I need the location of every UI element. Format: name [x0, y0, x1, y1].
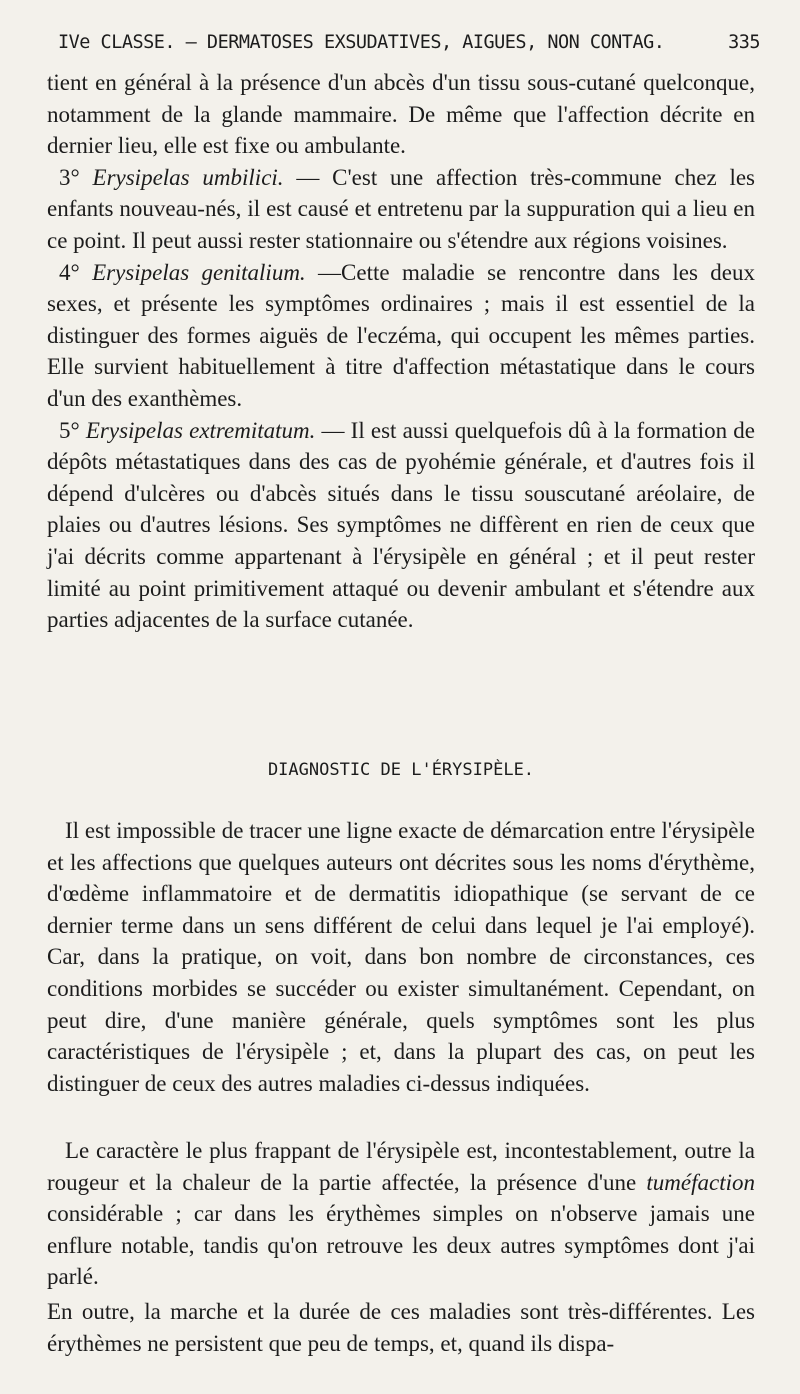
emphasis-word: tuméfaction: [646, 1169, 755, 1195]
page-number: 335: [728, 32, 760, 53]
text-before: Le caractère le plus frappant de l'érysipèle est, incontestablement, outre la rougeur et la chaleur de la partie affectée, la présence d'une: [47, 1138, 755, 1195]
running-title: IVe CLASSE. — DERMATOSES EXSUDATIVES, AIGUES, NON CONTAG.: [58, 32, 665, 53]
continuation-paragraph: tient en général à la présence d'un abcès d'un tissu sous-cutané quelconque, notamment de la glande mammaire. De même que l'affection décrite en dernier lieu, elle est fixe ou ambulante.: [47, 70, 755, 159]
section-extremitatum: [47, 415, 755, 636]
paragraph-text: En outre, la marche et la durée de ces maladies sont très-différentes. Les érythèmes ne persistent que peu de temps, et, quand ils dispa-: [47, 1299, 755, 1356]
diagnostic-paragraph-1: [47, 815, 755, 1099]
section-umbilici: [47, 162, 755, 257]
section-title: Erysipelas umbilici.: [92, 164, 284, 190]
section-text: — C'est une affection très-commune chez les enfants nouveau-nés, il est causé et entretenu par la suppuration qui a lieu en ce point. Il peut aussi rester stationnaire ou s'étendre aux régions voisines.: [47, 164, 756, 253]
erysipelas-varieties: [47, 67, 755, 636]
paragraph-text: [47, 1135, 755, 1293]
section-text: —Cette maladie se rencontre dans les deux sexes, et présente les symptômes ordinaires ; mais il est essentiel de la distinguer des formes aiguës de l'eczéma, qui occupent les mêmes parties. Elle survient habituellement à titre d'affection métastatique dans le cours d'un des exanthèmes.: [47, 259, 756, 411]
section-number: 5°: [59, 417, 80, 443]
section-genitalium: [47, 257, 755, 415]
section-heading: DIAGNOSTIC DE L'ÉRYSIPÈLE.: [267, 760, 535, 780]
section-title: Erysipelas genitalium.: [92, 259, 306, 285]
section-title: Erysipelas extremitatum.: [85, 417, 316, 443]
running-header: [58, 32, 760, 62]
section-text: — Il est aussi quelquefois dû à la formation de dépôts métastatiques dans des cas de pyohémie générale, et d'autres fois il dépend d'ulcères ou d'abcès situés dans le tissu souscutané aréolaire, de plaies ou d'autres lésions. Ses symptômes ne diffèrent en rien de ceux que j'ai décrits comme appartenant à l'érysipèle en général ; et il peut rester limité au point primitivement attaqué ou devenir ambulant et s'étendre aux parties adjacentes de la surface cutanée.: [47, 417, 756, 633]
paragraph-text: Il est impossible de tracer une ligne exacte de démarcation entre l'érysipèle et les affections que quelques auteurs ont décrites sous les noms d'érythème, d'œdème inflammatoire et de dermatitis idiopathique (se servant de ce dernier terme dans un sens différent de celui dans lequel je l'ai employé). Car, dans la pratique, on voit, dans bon nombre de circonstances, ces conditions morbides se succéder ou exister simultanément. Cependant, on peut dire, d'une manière générale, quels symptômes sont les plus caractéristiques de l'érysipèle ; et, dans la plupart des cas, on peut les distinguer de ceux des autres maladies ci-dessus indiquées.: [47, 818, 755, 1096]
section-number: 3°: [59, 164, 80, 190]
diagnostic-paragraph-2: [47, 1135, 755, 1293]
section-number: 4°: [59, 259, 80, 285]
diagnostic-paragraph-3: [47, 1296, 755, 1359]
text-after: considérable ; car dans les érythèmes simples on n'observe jamais une enflure notable, tandis qu'on retrouve les deux autres symptômes dont j'ai parlé.: [47, 1201, 755, 1290]
